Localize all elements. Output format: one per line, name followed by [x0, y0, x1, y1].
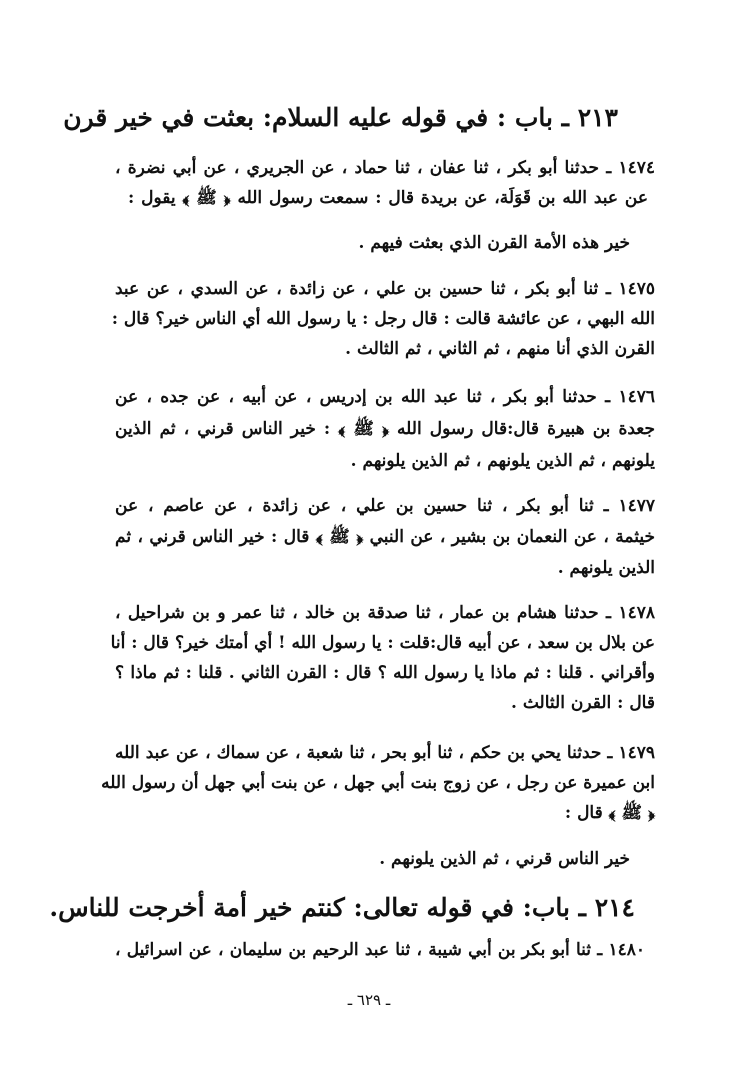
hadith-1478-line-4: قال : القرن الثالث . [511, 693, 655, 713]
hadith-1478-line-1: ١٤٧٨ ـ حدثنا هشام بن عمار ، ثنا صدقة بن خالد ، ثنا عمر و بن شراحيل ، [115, 603, 655, 623]
hadith-1477-line-3: الذين يلونهم . [557, 558, 655, 578]
hadith-1479-line-4: خير الناس قرني ، ثم الذين يلونهم . [379, 849, 630, 869]
hadith-1476-line-1: ١٤٧٦ ـ حدثنا أبو بكر ، ثنا عبد الله بن إدريس ، عن أبيه ، عن جده ، عن [115, 387, 655, 407]
hadith-1476-line-2: جعدة بن هبيرة قال:قال رسول الله ﴿ ﷺ ﴾ : خير الناس قرني ، ثم الذين [115, 419, 655, 439]
hadith-1478-line-2: عن بلال بن سعد ، عن أبيه قال:قلت : يا رسول الله ! أي أمتك خير؟ قال : أنا [110, 633, 655, 653]
page-number: ـ ٦٢٩ ـ [347, 991, 391, 1009]
hadith-1479-line-2: ابن عميرة عن رجل ، عن زوج بنت أبي جهل ، عن بنت أبي جهل أن رسول الله [101, 773, 655, 793]
hadith-1474-line-2: عن عبد الله بن قَوَلَة، عن بريدة قال : سمعت رسول الله ﴿ ﷺ ﴾ يقول : [128, 188, 648, 208]
chapter-heading-214: ٢١٤ ـ باب: في قوله تعالى: كنتم خير أمة أخرجت للناس. [49, 893, 635, 922]
hadith-1477-line-2: خيثمة ، عن النعمان بن بشير ، عن النبي ﴿ ﷺ ﴾ قال : خير الناس قرني ، ثم [115, 527, 655, 547]
hadith-1475-line-3: القرن الذي أنا منهم ، ثم الثاني ، ثم الثالث . [345, 339, 655, 359]
hadith-1474-line-1: ١٤٧٤ ـ حدثنا أبو بكر ، ثنا عفان ، ثنا حماد ، عن الجريري ، عن أبي نضرة ، [115, 158, 655, 178]
hadith-1479-line-3: ﴿ ﷺ ﴾ قال : [564, 803, 655, 823]
hadith-1478-line-3: وأقراني . قلنا : ثم ماذا يا رسول الله ؟ قال : القرن الثاني . قلنا : ثم ماذا ؟ [115, 663, 655, 683]
hadith-1480-line-1: ١٤٨٠ ـ ثنا أبو بكر بن أبي شيبة ، ثنا عبد الرحيم بن سليمان ، عن اسرائيل ، [115, 940, 645, 960]
chapter-heading-213: ٢١٣ ـ باب : في قوله عليه السلام: بعثت في خير قرن [63, 103, 618, 132]
hadith-1475-line-2: الله البهي ، عن عائشة قالت : قال رجل : يا رسول الله أي الناس خير؟ قال : [111, 309, 655, 329]
hadith-1475-line-1: ١٤٧٥ ـ ثنا أبو بكر ، ثنا حسين بن علي ، عن زائدة ، عن السدي ، عن عبد [115, 279, 655, 299]
hadith-1479-line-1: ١٤٧٩ ـ حدثنا يحي بن حكم ، ثنا أبو بحر ، ثنا شعبة ، عن سماك ، عن عبد الله [115, 743, 655, 763]
hadith-1474-line-3: خير هذه الأمة القرن الذي بعثت فيهم . [358, 233, 630, 253]
hadith-1477-line-1: ١٤٧٧ ـ ثنا أبو بكر ، ثنا حسين بن علي ، عن زائدة ، عن عاصم ، عن [115, 496, 655, 516]
hadith-1476-line-3: يلونهم ، ثم الذين يلونهم ، ثم الذين يلونهم . [350, 451, 655, 471]
